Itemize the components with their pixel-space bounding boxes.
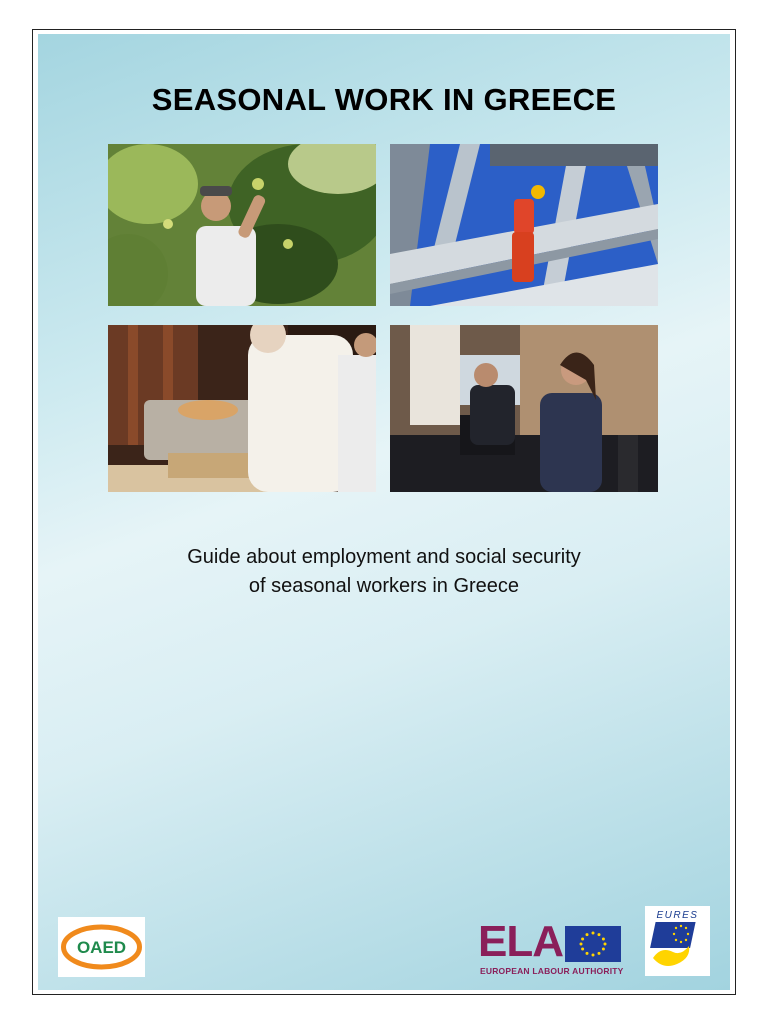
photo-fruit-picker	[108, 144, 376, 306]
eures-logo-text: EURES	[656, 910, 699, 921]
photo-kitchen-staff	[108, 325, 376, 492]
oaed-logo	[58, 917, 145, 977]
document-title: SEASONAL WORK IN GREECE	[151, 82, 617, 117]
subtitle-line-1: Guide about employment and social security	[187, 546, 581, 568]
eu-flag-icon	[565, 926, 621, 962]
oaed-logo-text: OAED	[76, 938, 127, 957]
photo-construction-worker	[390, 144, 658, 306]
photo-hotel-reception	[390, 325, 658, 492]
document-subtitle	[0, 543, 768, 601]
ela-logo-text: ELA	[478, 917, 563, 966]
eures-logo	[645, 906, 710, 976]
ela-logo-subtext: EUROPEAN LABOUR AUTHORITY	[480, 966, 624, 976]
subtitle-line-2: of seasonal workers in Greece	[248, 575, 520, 597]
